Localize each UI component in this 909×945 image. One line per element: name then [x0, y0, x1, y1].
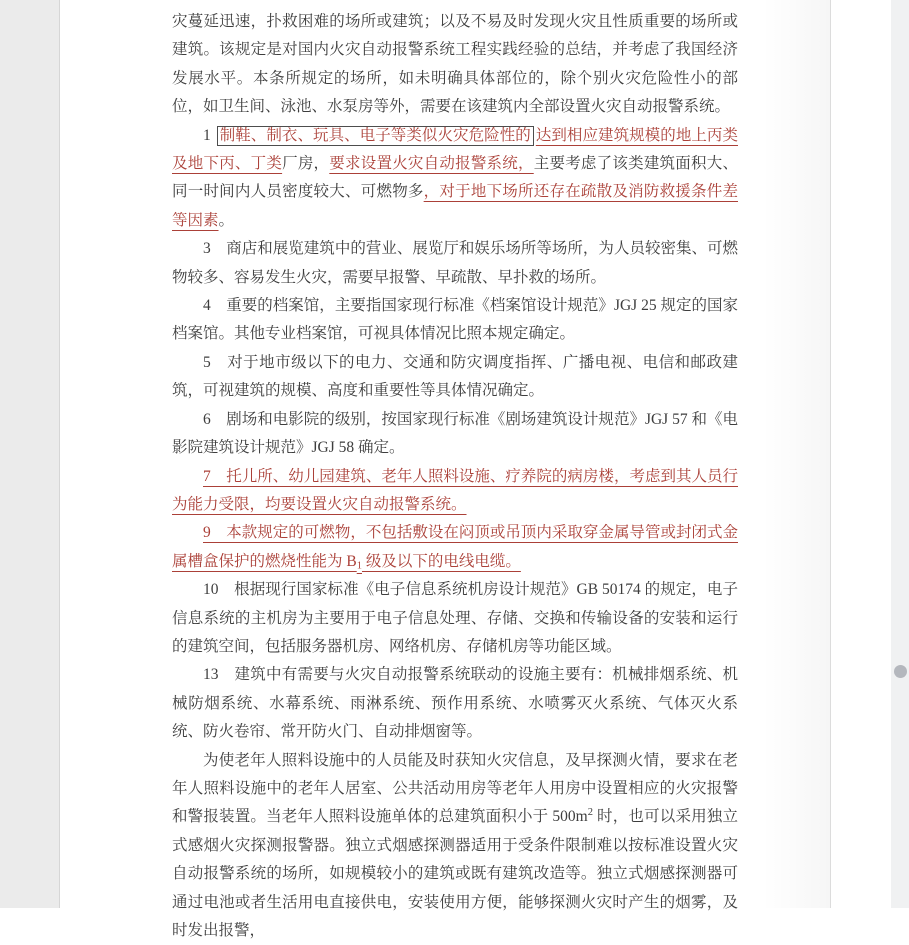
page-right-edge-line	[830, 0, 831, 908]
body-text: 。	[218, 211, 235, 229]
paragraph	[172, 576, 738, 661]
body-text: 13 建筑中有需要与火灾自动报警系统联动的设施主要有：机械排烟系统、机械防烟系统、水幕系统、雨淋系统、预作用系统、水喷雾灭火系统、气体灭火系统、防火卷帘、常开防火门、自动排烟窗等。	[172, 666, 738, 741]
scrollbar-thumb[interactable]	[894, 665, 907, 678]
body-text: 主要考虑了该类建筑面积大、同一时间内人员密度较大、可燃物多	[172, 155, 738, 201]
body-text: 时，也可以采用独立式感烟火灾探测报警器。独立式烟感探测器适用于受条件限制难以按标准设置火灾自动报警系统的场所，如规模较小的建筑或既有建筑改造等。独立式烟感探测器可通过电池或者生活用电直接供电，安装使用方便，能够探测火灾时产生的烟雾，及时发出报警，	[172, 808, 738, 939]
revision-text: 达到相应建筑规模的地上丙类及地下丙、丁类	[172, 126, 738, 173]
body-text: 10 根据现行国家标准《电子信息系统机房设计规范》GB 50174 的规定，电子信息系统的主机房为主要用于电子信息处理、存储、交换和传输设备的安装和运行的建筑空间，包括服务器机房、网络机房、存储机房等功能区域。	[172, 581, 738, 655]
paragraph	[172, 519, 738, 576]
paragraph	[172, 463, 738, 520]
paragraph	[172, 349, 738, 406]
body-text: 厂房，	[282, 155, 330, 173]
paragraph	[172, 292, 738, 349]
document-text	[172, 8, 738, 945]
body-text: 3 商店和展览建筑中的营业、展览厅和娱乐场所等场所，为人员较密集、可燃物较多、容易发生火灾，需要早报警、早疏散、早扑救的场所。	[172, 240, 738, 286]
boxed-revision-text: 制鞋、制衣、玩具、电子等类似火灾危险性的	[217, 126, 534, 146]
revision-text: 要求设置火灾自动报警系统，	[329, 155, 534, 173]
scrollbar-track[interactable]	[891, 0, 909, 908]
body-text: 2	[587, 807, 593, 819]
paragraph	[172, 747, 738, 945]
paragraph	[172, 661, 738, 746]
body-text: 1	[203, 126, 215, 144]
paragraph	[172, 122, 738, 236]
canvas-left-margin	[0, 0, 60, 908]
body-text: 5 对于地市级以下的电力、交通和防灾调度指挥、广播电视、电信和邮政建筑，可视建筑的规模、高度和重要性等具体情况确定。	[172, 353, 738, 400]
paragraph	[172, 406, 738, 463]
revision-text: 7 托儿所、幼儿园建筑、老年人照料设施、疗养院的病房楼，考虑到其人员行为能力受限，均要设置火灾自动报警系统。	[172, 467, 738, 513]
revision-text: ，对于地下场所还存在疏散及消防救援条件差等因素	[172, 183, 738, 229]
revision-text: 9 本款规定的可燃物，不包括敷设在闷顶或吊顶内采取穿金属导管或封闭式金属槽盒保护的燃烧性能为 B	[172, 524, 738, 570]
paragraph	[172, 8, 738, 122]
body-text: 6 剧场和电影院的级别，按国家现行标准《剧场建筑设计规范》JGJ 57 和《电影院建筑设计规范》JGJ 58 确定。	[172, 410, 738, 457]
revision-text: 1	[356, 560, 362, 572]
page-edge-shade	[762, 0, 830, 908]
revision-text: 级及以下的电线电缆。	[361, 552, 521, 570]
body-text: 灾蔓延迅速，扑救困难的场所或建筑；以及不易及时发现火灾且性质重要的场所或建筑。该规定是对国内火灾自动报警系统工程实践经验的总结，并考虑了我国经济发展水平。本条所规定的场所，如未明确具体部位的，除个别火灾危险性小的部位，如卫生间、泳池、水泵房等外，需要在该建筑内全部设置火灾自动报警系统。	[172, 13, 738, 116]
body-text: 为使老年人照料设施中的人员能及时获知火灾信息，及早探测火情，要求在老年人照料设施中的老年人居室、公共活动用房等老年人用房中设置相应的火灾报警和警报装置。当老年人照料设施单体的总建筑面积小于 500m	[172, 751, 738, 826]
body-text: 4 重要的档案馆，主要指国家现行标准《档案馆设计规范》JGJ 25 规定的国家档案馆。其他专业档案馆，可视具体情况比照本规定确定。	[172, 297, 738, 343]
paragraph	[172, 235, 738, 292]
